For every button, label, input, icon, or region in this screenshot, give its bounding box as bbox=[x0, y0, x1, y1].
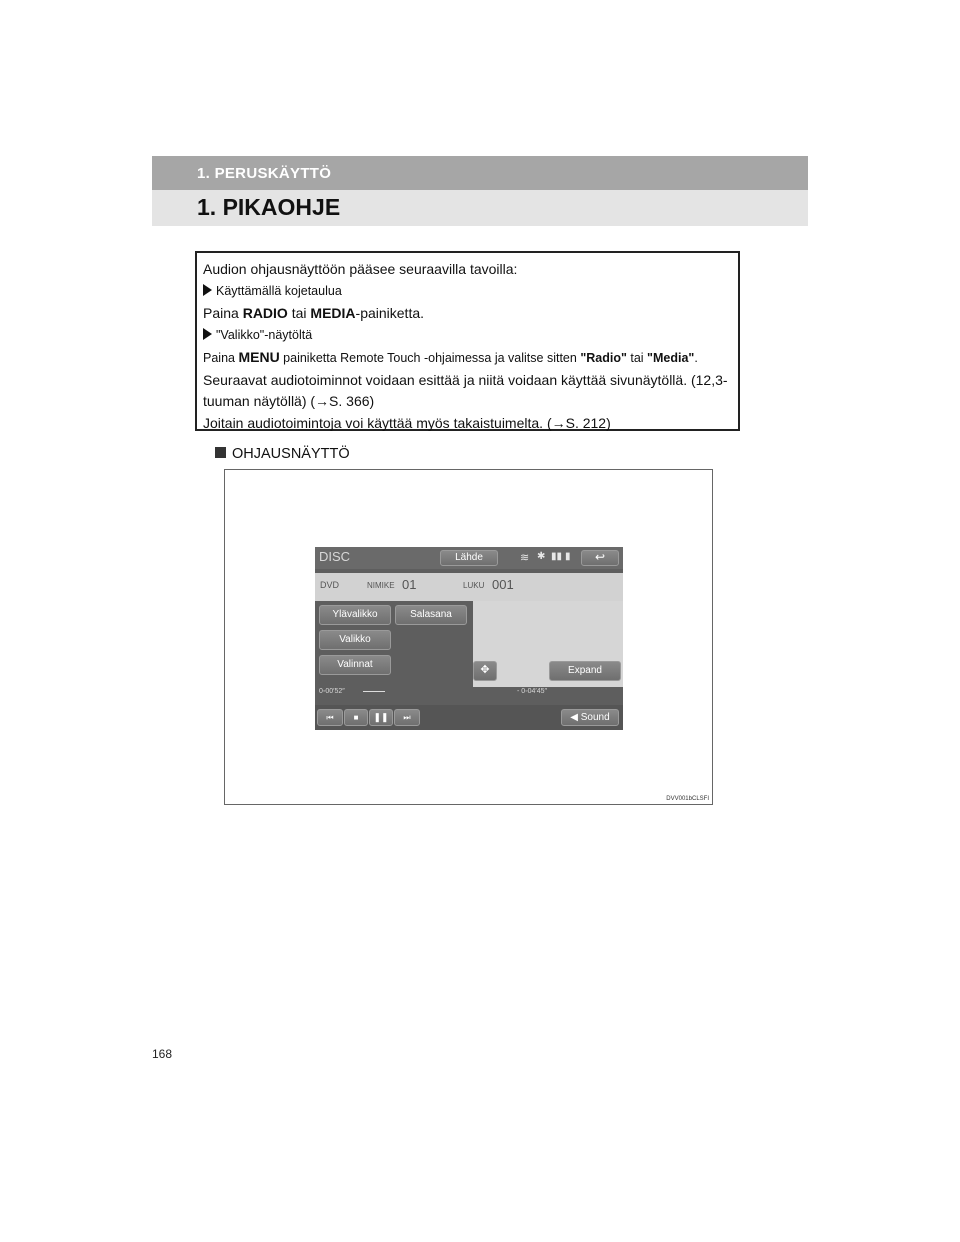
signal-icon: ▮▮ bbox=[551, 551, 563, 562]
remaining-time: - 0◦04′45″ bbox=[517, 688, 548, 695]
back-button[interactable]: ↩ bbox=[581, 550, 619, 566]
options-button[interactable]: Valinnat bbox=[319, 655, 391, 675]
info-line-1: Paina RADIO tai MEDIA-painiketta. bbox=[203, 305, 425, 321]
triangle-bullet-icon bbox=[203, 328, 212, 340]
elapsed-time: 0◦00′52″ bbox=[319, 688, 345, 695]
chapter-header-bar bbox=[152, 190, 808, 226]
screen-figure bbox=[224, 469, 713, 805]
sound-button[interactable]: ◀ Sound bbox=[561, 709, 619, 726]
password-button[interactable]: Salasana bbox=[395, 605, 467, 625]
format-label: DVD bbox=[320, 580, 340, 590]
battery-icon: ▮ bbox=[565, 551, 571, 562]
menu-button[interactable]: Valikko bbox=[319, 630, 391, 650]
info-line-2: Paina MENU painiketta Remote Touch -ohjaimessa ja valitse sitten "Radio" tai "Media". bbox=[203, 349, 698, 365]
next-icon[interactable]: ⏭ bbox=[394, 709, 420, 726]
top-menu-button[interactable]: Ylävalikko bbox=[319, 605, 391, 625]
previous-icon[interactable]: ⏮ bbox=[317, 709, 343, 726]
square-bullet-icon bbox=[215, 447, 226, 458]
info-bullet-1: Käyttämällä kojetaulua bbox=[203, 281, 738, 302]
source-button[interactable]: Lähde bbox=[440, 550, 498, 566]
section-title: 1. PERUSKÄYTTÖ bbox=[197, 165, 332, 182]
playback-controls bbox=[315, 705, 623, 730]
info-para-1: Seuraavat audiotoiminnot voidaan esittää ja niitä voidaan käyttää sivunäytöllä. (12,3-tuuman näytöllä) (→S. 366) bbox=[203, 372, 728, 409]
triangle-bullet-icon bbox=[203, 284, 212, 296]
chapter-value: 001 bbox=[492, 577, 514, 592]
expand-button[interactable]: Expand bbox=[549, 661, 621, 681]
section-header-bar bbox=[152, 156, 808, 190]
disc-info-bar bbox=[315, 573, 623, 601]
info-intro: Audion ohjausnäyttöön pääsee seuraavilla tavoilla: bbox=[203, 261, 518, 277]
info-bullet-2: "Valikko"-näytöltä bbox=[203, 325, 738, 346]
audio-control-screen bbox=[315, 547, 623, 730]
bluetooth-icon: ✱ bbox=[537, 551, 546, 562]
pause-icon[interactable]: ❚❚ bbox=[369, 709, 393, 726]
screen-top-bar bbox=[315, 547, 623, 569]
move-cursor-button[interactable]: ✥ bbox=[473, 661, 497, 681]
title-label: NIMIKE bbox=[367, 581, 395, 590]
section-heading: OHJAUSNÄYTTÖ bbox=[215, 446, 350, 462]
source-title: DISC bbox=[319, 549, 351, 564]
info-box bbox=[195, 251, 740, 431]
speaker-icon: ◀ bbox=[570, 712, 581, 723]
chapter-title: 1. PIKAOHJE bbox=[197, 194, 341, 220]
stop-icon[interactable]: ■ bbox=[344, 709, 368, 726]
wifi-icon: ≋ bbox=[520, 552, 530, 564]
chapter-label: LUKU bbox=[463, 581, 485, 590]
page-number: 168 bbox=[152, 1047, 173, 1061]
info-para-2: Joitain audiotoimintoja voi käyttää myös takaistuimelta. (→S. 212) bbox=[203, 415, 611, 431]
progress-bar[interactable] bbox=[363, 691, 385, 692]
figure-code: DVV001bCLSFI bbox=[666, 796, 709, 802]
title-value: 01 bbox=[402, 577, 417, 592]
